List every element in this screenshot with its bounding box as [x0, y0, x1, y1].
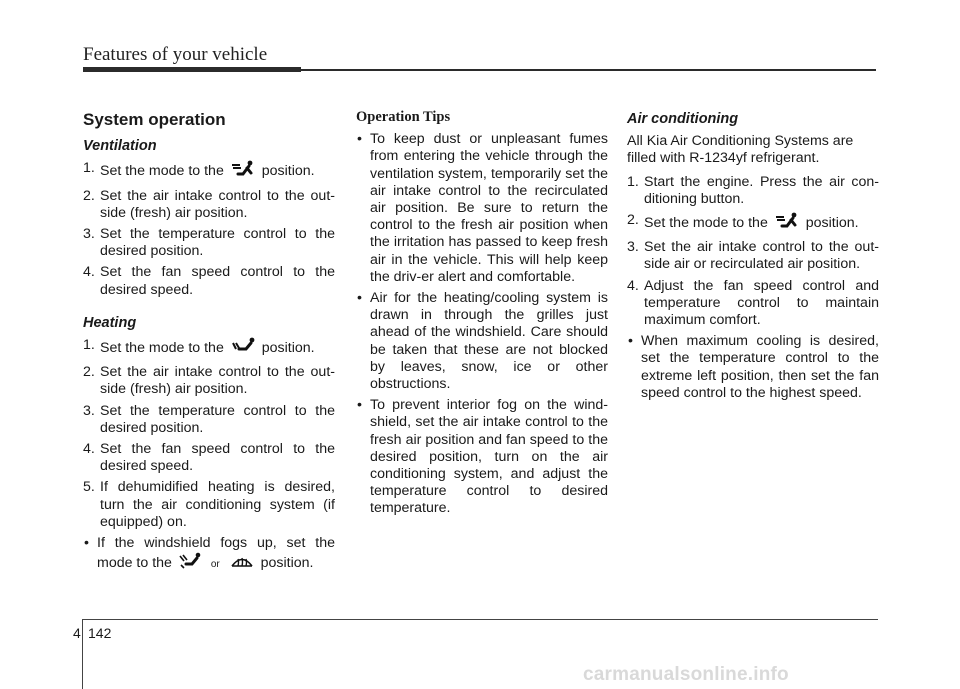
header-rule-thick — [83, 67, 301, 72]
tip-text: To prevent interior fog on the wind-shield, set the air intake control to the fresh air position and fan speed to the desired position, turn on the air conditioning system, and adjust the temperature control to desired temperature. — [370, 397, 608, 517]
list-item — [83, 441, 335, 475]
operation-tips-title: Operation Tips — [356, 109, 451, 125]
face-vent-mode-icon — [230, 160, 256, 183]
list-item — [627, 212, 879, 235]
step-text-after: position. — [261, 163, 315, 180]
step-text: Set the temperature control to the desired position. — [100, 226, 335, 260]
list-marker: 1. — [627, 173, 639, 190]
bullet-item — [356, 397, 608, 517]
list-marker: 3. — [83, 226, 95, 243]
air-conditioning-heading: Air conditioning — [627, 111, 739, 127]
list-item — [627, 278, 879, 330]
list-marker: 5. — [83, 479, 95, 496]
header-rule-thin — [301, 69, 876, 71]
step-text: Set the mode to the — [100, 340, 224, 357]
face-vent-mode-icon — [774, 212, 800, 235]
list-item — [83, 188, 335, 222]
column-operation-tips — [356, 109, 608, 522]
step-text: Set the air intake control to the out-side air or recirculated air position. — [644, 239, 879, 273]
bullet-text: If the windshield fogs up, set the mode to the — [97, 535, 335, 572]
list-marker: 2. — [627, 212, 639, 229]
step-text: Set the air intake control to the out-side (fresh) air position. — [100, 187, 335, 221]
step-text-after: position. — [261, 340, 315, 357]
column-air-conditioning — [627, 108, 879, 406]
bullet-marker: • — [357, 290, 362, 307]
step-text: If dehumidified heating is desired, turn the air conditioning system (if equipped) on. — [100, 479, 335, 530]
intro-paragraph: All Kia Air Conditioning Systems are filled with R-1234yf refrigerant. — [627, 133, 854, 167]
list-marker: 2. — [83, 187, 95, 204]
heating-heading: Heating — [83, 314, 137, 331]
list-item — [83, 337, 335, 360]
list-item — [83, 160, 335, 183]
step-text: Set the mode to the — [644, 215, 768, 232]
list-marker: 2. — [83, 364, 95, 381]
section-title: System operation — [83, 110, 226, 129]
heating-steps — [83, 337, 335, 575]
tip-text: Air for the heating/cooling system is drawn in through the grilles just ahead of the windshield. Care should be taken that these are not blocked by leaves, snow, ice or other obstructions. — [370, 290, 608, 393]
step-text: Set the air intake control to the out-side (fresh) air position. — [100, 364, 335, 398]
chapter-number: 4 — [73, 625, 81, 641]
or-text: or — [210, 559, 220, 571]
bullet-item — [83, 535, 335, 575]
footer-rule — [82, 619, 878, 620]
bullet-text-after: position. — [260, 555, 314, 572]
bullet-text: When maximum cooling is desired, set the temperature control to the extreme left position, then set the fan speed control to the highest speed. — [641, 333, 879, 401]
list-marker: 4. — [627, 277, 639, 294]
ac-steps — [627, 174, 879, 402]
list-item — [627, 239, 879, 273]
list-marker: 3. — [83, 402, 95, 419]
bullet-marker: • — [628, 333, 633, 350]
list-item — [83, 264, 335, 298]
page-number: 142 — [88, 625, 112, 641]
floor-mode-icon — [230, 337, 256, 360]
list-marker: 3. — [627, 239, 639, 256]
column-system-operation — [83, 108, 335, 579]
ventilation-steps — [83, 160, 335, 298]
list-marker: 4. — [83, 441, 95, 458]
footer-divider — [82, 620, 83, 689]
defrost-mode-icon — [229, 552, 255, 575]
step-text: Set the fan speed control to the desired speed. — [100, 441, 335, 475]
step-text: Set the mode to the — [100, 163, 224, 180]
step-text: Set the fan speed control to the desired speed. — [100, 264, 335, 298]
list-item — [627, 174, 879, 208]
ventilation-heading: Ventilation — [83, 138, 157, 155]
step-text: Set the temperature control to the desired position. — [100, 402, 335, 436]
bullet-marker: • — [357, 397, 362, 414]
floor-defrost-mode-icon — [178, 552, 202, 575]
list-marker: 1. — [83, 337, 95, 354]
bullet-marker: • — [84, 535, 89, 552]
step-text-after: position. — [805, 215, 859, 232]
list-item — [83, 403, 335, 437]
bullet-item — [356, 290, 608, 393]
watermark: carmanualsonline.info — [583, 664, 789, 685]
page-header-title: Features of your vehicle — [83, 44, 268, 65]
list-item — [83, 364, 335, 398]
list-marker: 4. — [83, 264, 95, 281]
step-text: Start the engine. Press the air con-ditioning button. — [644, 173, 879, 207]
bullet-item — [627, 333, 879, 402]
bullet-marker: • — [357, 131, 362, 148]
list-marker: 1. — [83, 160, 95, 177]
list-item — [83, 479, 335, 531]
list-item — [83, 226, 335, 260]
tips-list — [356, 131, 608, 517]
step-text: Adjust the fan speed control and temperature control to maintain maximum comfort. — [644, 277, 879, 329]
tip-text: To keep dust or unpleasant fumes from entering the vehicle through the ventilation system, temporarily set the air intake control to the recirculated air position. Be sure to return the control to the fresh air position when the irritation has passed to keep fresh air in the vehicle. This will help keep the driv-er alert and comfortable. — [370, 131, 608, 285]
bullet-item — [356, 131, 608, 286]
